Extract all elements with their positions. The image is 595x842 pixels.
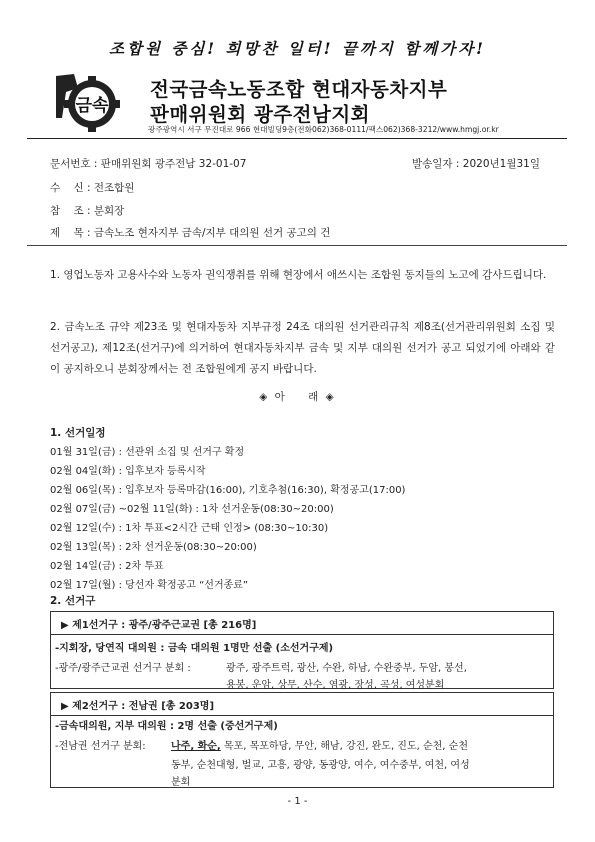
district-2-seats: -금속대의원, 지부 대의원 : 2명 선출 (중선거구제) (55, 721, 278, 732)
subject: 금속노조 현자지부 금속/지부 대의원 선거 공고의 건 (93, 227, 331, 239)
district-1-branches-line1: 광주, 광주트럭, 광산, 수완, 하남, 수완중부, 두암, 봉선, (226, 663, 467, 674)
doc-number: 판매위원회 광주전남 32-01-07 (100, 158, 247, 170)
section-schedule-title: 1. 선거일정 (50, 427, 106, 439)
doc-number-label: 문서번호 : (50, 158, 98, 170)
district-2-branches-line2: 동부, 순천대형, 벌교, 고흥, 광양, 동광양, 여수, 여수중부, 여천, 여성 (171, 760, 470, 771)
send-date-label: 발송일자 : (412, 158, 460, 170)
doc-number-row (50, 156, 246, 171)
notice-heading: ◈ 아 래 ◈ (259, 391, 336, 403)
district-1-divider (51, 634, 553, 635)
union-address: 광주광역시 서구 무진대로 966 현대빌딩9층(전화062)368-0111/팩스062)368-3212/www.hmgj.or.kr (148, 125, 499, 134)
union-logo (52, 70, 132, 136)
header-divider (27, 138, 567, 139)
subject-row (50, 225, 330, 240)
district-1-title: ▶ 제1선거구 : 광주/광주근교권 [총 216명] (61, 620, 257, 631)
send-date-row (412, 156, 540, 171)
district-2-divider (51, 715, 553, 716)
recipient-label: 수 신 : (50, 182, 91, 194)
district-2-branches-label: -전남권 선거구 분회: (55, 741, 146, 752)
subject-label: 제 목 : (50, 227, 91, 239)
union-name-line2: 판매위원회 광주전남지회 (150, 103, 370, 126)
schedule-item: 02월 12일(수) : 1차 투표<2시간 근태 인정> (08:30~10:30) (50, 523, 329, 534)
page-number: - 1 - (287, 796, 308, 807)
district-1-branches-label: -광주/광주근교권 선거구 분회 : (55, 663, 191, 674)
send-date: 2020년1월31일 (462, 158, 540, 170)
schedule-item: 02월 17일(월) : 당선자 확정공고 “선거종료” (50, 580, 249, 591)
paragraph-2: 2. 금속노조 규약 제23조 및 현대자동차 지부규정 24조 대의원 선거관리규칙 제8조(선거관리위원회 소집 및 선거공고), 제12조(선거구)에 의거하여 현대자동차지부 금속 및 지부 대의원 선거가 공고 되었기에 아래와 같이 공지하오니 분회장께서는 전 조합원에게 공지 바랍니다. (50, 321, 555, 375)
recipient: 전조합원 (93, 182, 135, 194)
schedule-item: 02월 13일(목) : 2차 선거운동(08:30~20:00) (50, 542, 257, 553)
schedule-item: 02월 07일(금) ~02월 11일(화) : 1차 선거운동(08:30~20:00) (50, 504, 334, 515)
district-2-box (50, 692, 554, 788)
district-2-branches-rest: 목포, 목포하당, 무안, 해남, 강진, 완도, 진도, 순천, 순천 (223, 741, 468, 752)
reference-label: 참 조 : (50, 205, 91, 217)
reference-row (50, 203, 124, 218)
district-2-title: ▶ 제2선거구 : 전남권 [총 203명] (61, 701, 215, 712)
district-2-branches-line3: 분회 (171, 777, 191, 788)
recipient-row (50, 180, 134, 195)
section-district-title: 2. 선거구 (50, 595, 96, 607)
district-1-branches-line2: 용봉, 운암, 상무, 산수, 염광, 장성, 곡성, 여성분회 (226, 680, 445, 691)
slogan: 조합원 중심! 희망찬 일터! 끝까지 함께가자! (109, 39, 486, 58)
schedule-item: 02월 14일(금) : 2차 투표 (50, 561, 164, 572)
district-2-branches-line1 (171, 737, 468, 752)
district-2-highlight-branches: 나주, 화순, (171, 741, 221, 752)
reference: 분회장 (93, 205, 125, 217)
schedule-item: 02월 04일(화) : 입후보자 등록시작 (50, 466, 206, 477)
schedule-item: 02월 06일(목) : 입후보자 등록마감(16:00), 기호추첨(16:30), 확정공고(17:00) (50, 485, 406, 496)
union-name-line1: 전국금속노동조합 현대자동차지부 (150, 78, 448, 101)
meta-divider (27, 245, 567, 246)
district-1-seats: -지회장, 당연직 대의원 : 금속 대의원 1명만 선출 (소선거구제) (55, 643, 334, 654)
district-1-box (50, 611, 554, 689)
paragraph-1: 1. 영업노동자 고용사수와 노동자 권익쟁취를 위해 현장에서 애쓰시는 조합원 동지들의 노고에 감사드립니다. (50, 269, 547, 281)
schedule-item: 01월 31일(금) : 선관위 소집 및 선거구 확정 (50, 447, 245, 458)
logo-text: 금속 (75, 96, 109, 116)
